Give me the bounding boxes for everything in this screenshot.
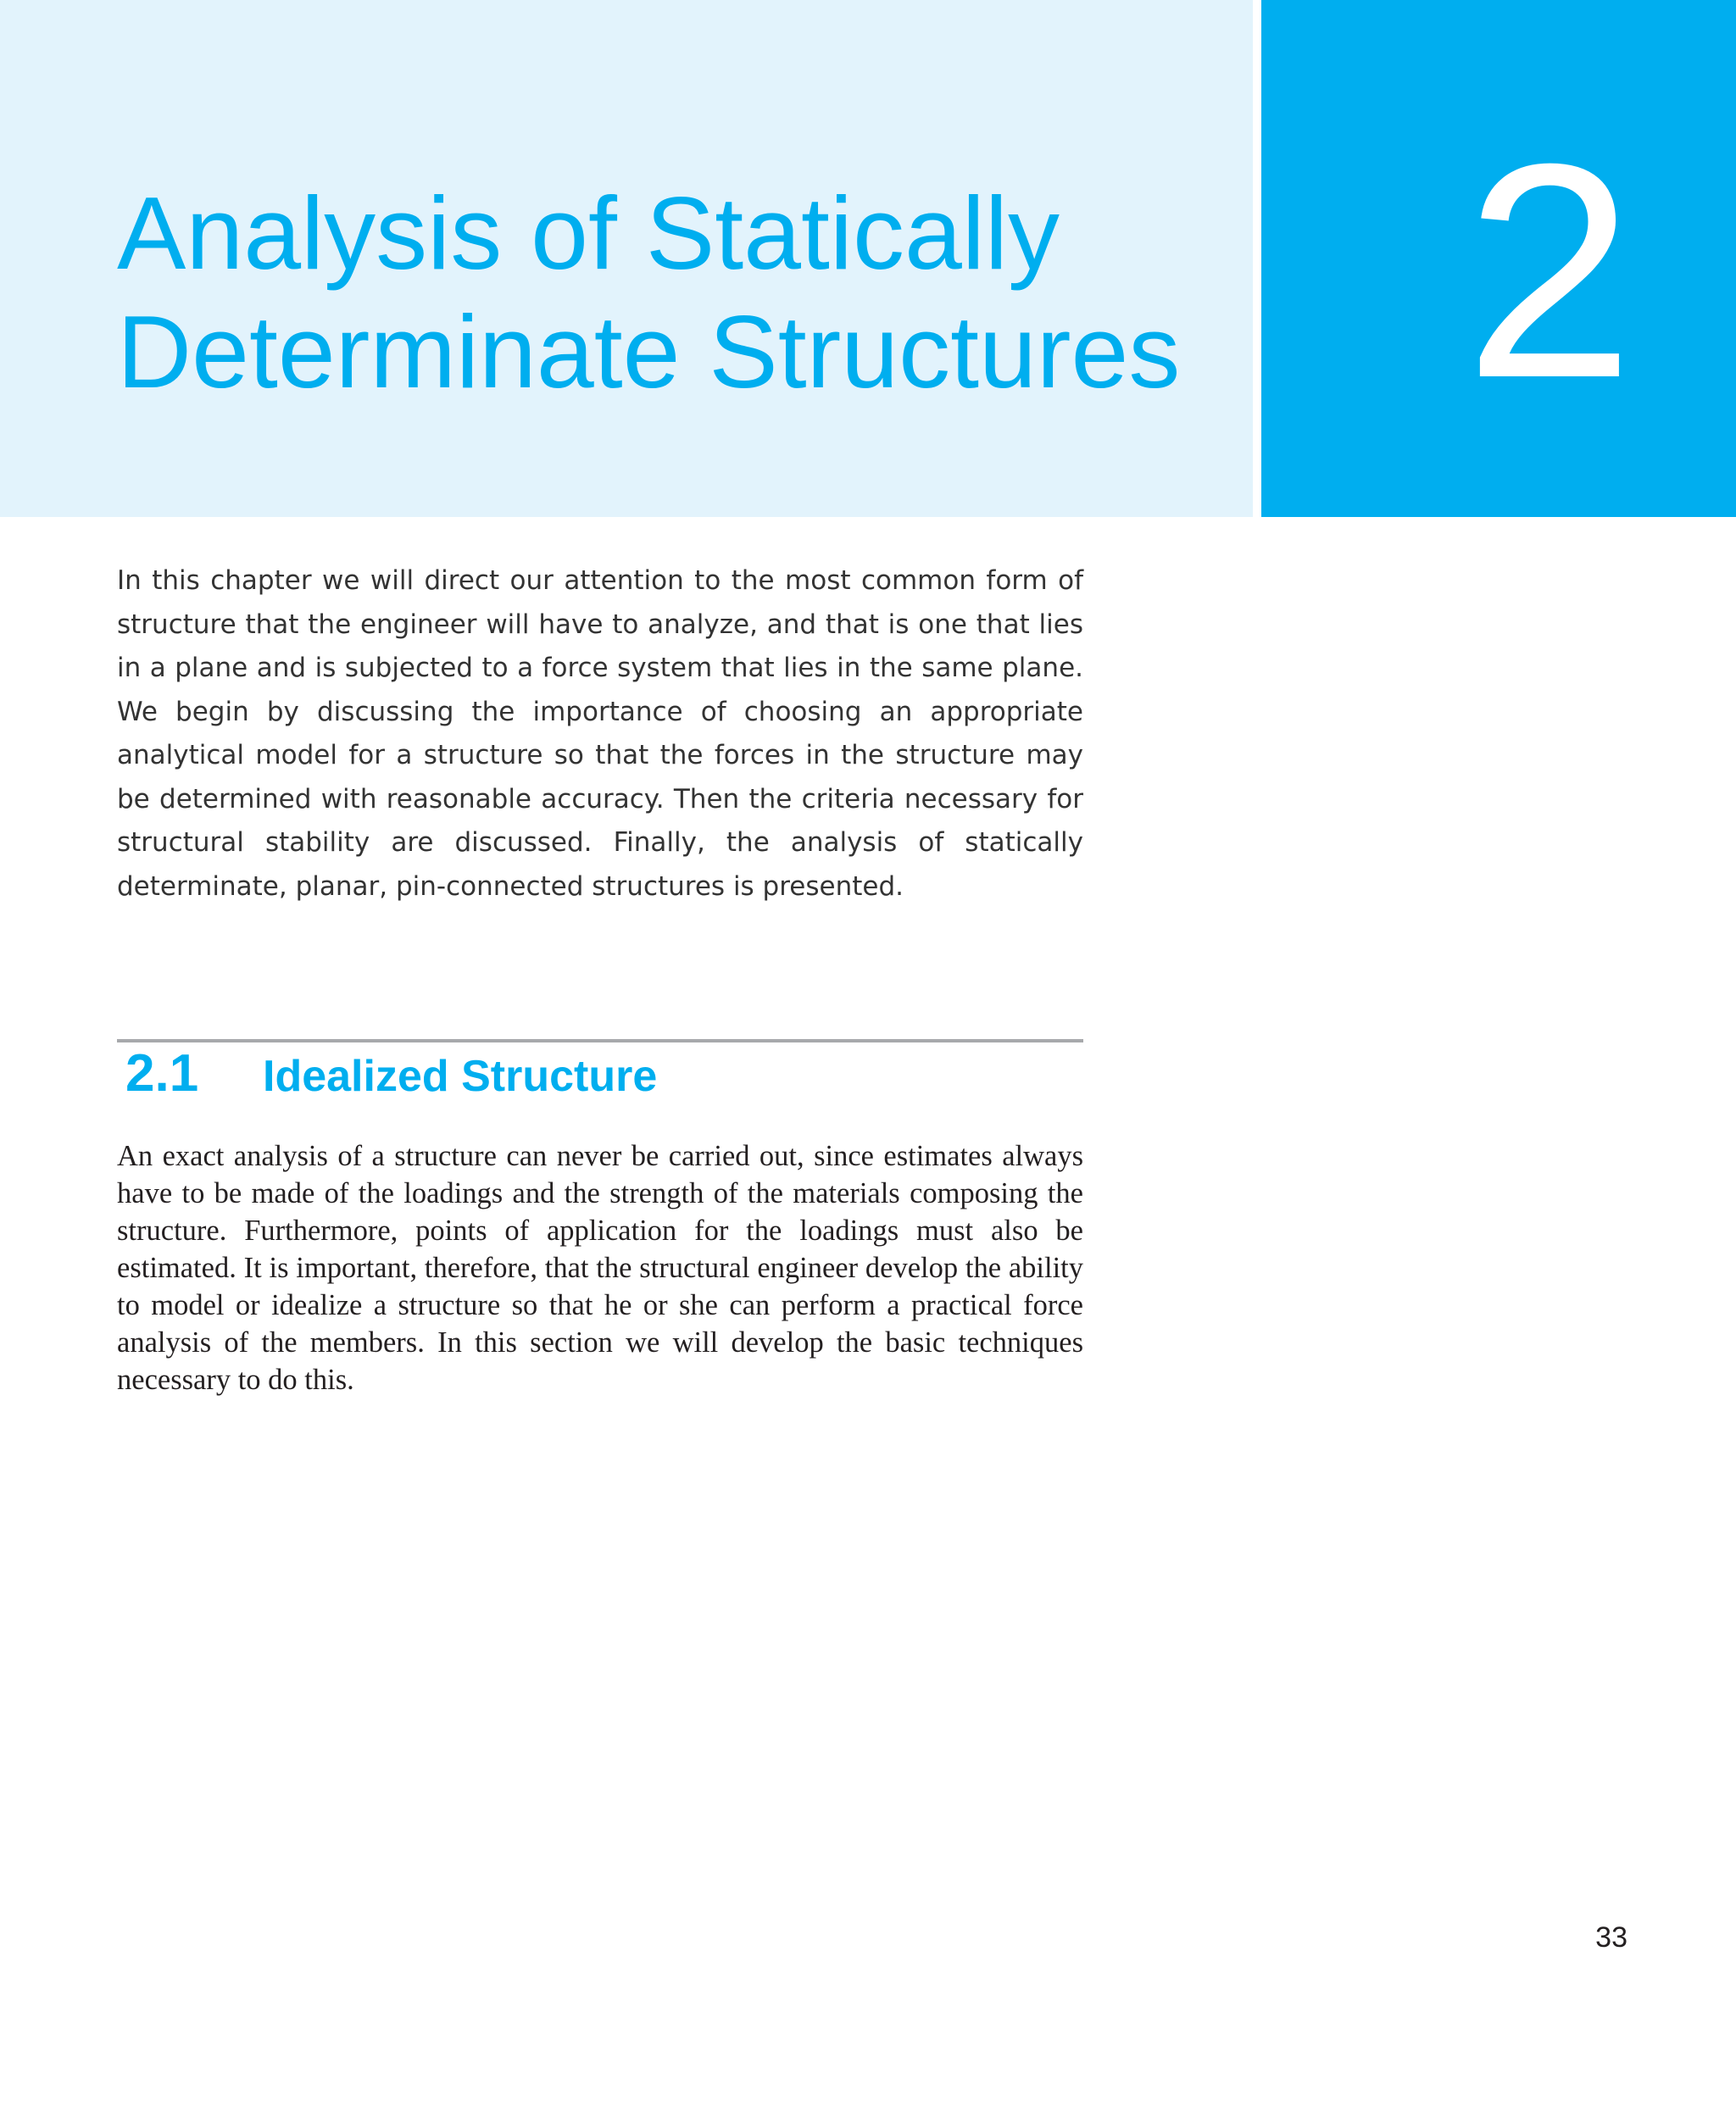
chapter-intro: In this chapter we will direct our attention to the most common form of structure that the engineer will have to analyze, and that is one that lies in a plane and is subjected to a force system that lies in the same plane. We begin by discussing the importance of choosing an appropriate analytical model for a structure so that the forces in the structure may be determined with reasonable accuracy. Then the criteria necessary for structural stability are discussed. Finally, the analysis of statically determinate, planar, pin-connected structures is presented. — [117, 565, 1083, 902]
chapter-title-line-2: Determinate Structures — [117, 294, 1181, 409]
chapter-title-line-1: Analysis of Statically — [117, 175, 1060, 291]
section-divider — [117, 1039, 1083, 1042]
chapter-number: 2 — [1464, 101, 1634, 442]
section-number: 2.1 — [125, 1044, 199, 1103]
page-number: 33 — [1595, 1921, 1628, 1954]
section-body: An exact analysis of a structure can never be carried out, since estimates always have to be made of the loadings and the strength of the materials composing the structure. Furthermore, points of application for the loadings must also be estimated. It is important, therefore, that the structural engineer develop the ability to model or idealize a structure so that he or she can perform a practical force analysis of the members. In this section we will develop the basic techniques necessary to do this. — [117, 1140, 1083, 1396]
section-title: Idealized Structure — [263, 1052, 658, 1101]
chapter-title — [117, 174, 1236, 411]
